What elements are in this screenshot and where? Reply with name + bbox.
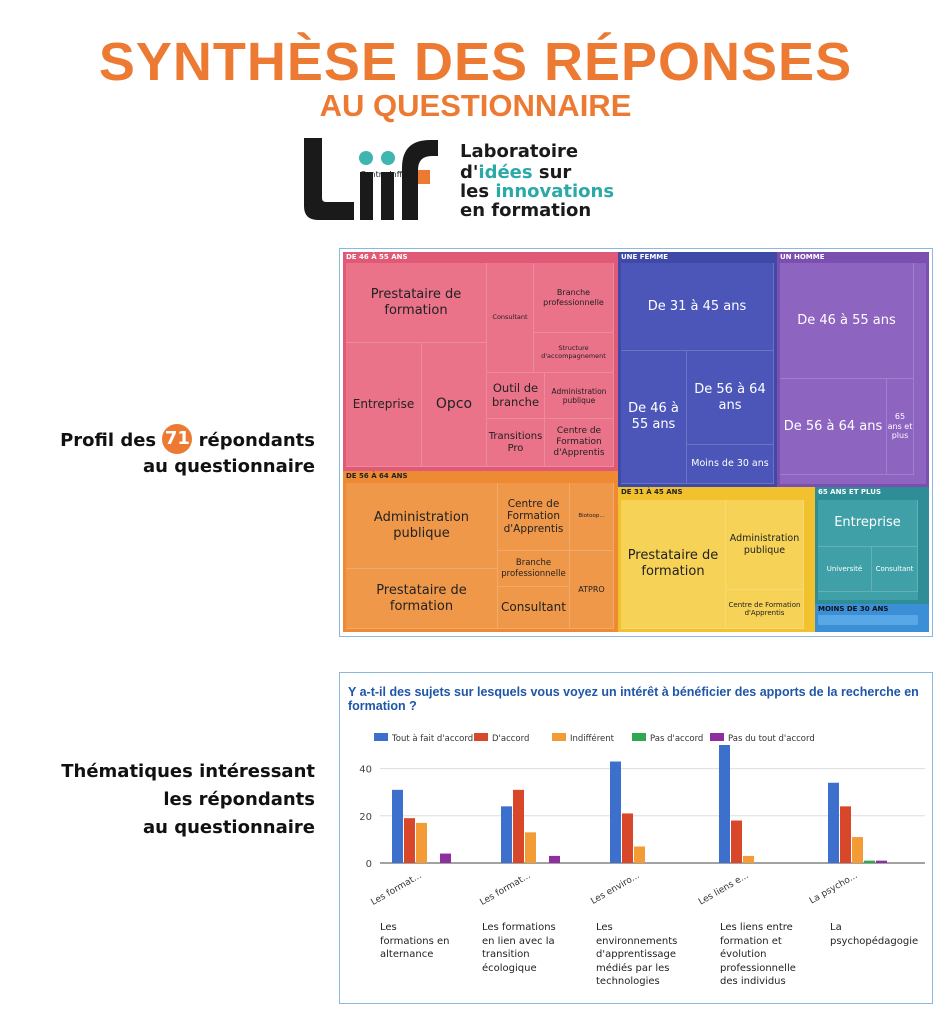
- legend-label: Pas d'accord: [650, 734, 704, 744]
- legend-swatch: [710, 733, 724, 741]
- treemap-cell-structure: Structure d'accompagnement: [534, 333, 614, 373]
- treemap-cell-cfa: Centre de Formation d'Apprentis: [498, 483, 570, 551]
- category-description-3: Les environnements d'apprentissage médiés par les technologies: [596, 922, 678, 987]
- bar: [876, 861, 887, 863]
- profile-label: Profil des 71 répondants au questionnaire: [20, 428, 315, 480]
- logo-text-line1: Laboratoire: [460, 141, 579, 162]
- category-description-5: La psychopédagogie: [830, 922, 919, 947]
- treemap-cell-entreprise: Entreprise: [818, 500, 918, 547]
- bar: [622, 813, 633, 863]
- y-tick-label: 0: [365, 859, 372, 870]
- bar: [416, 823, 427, 863]
- bar: [392, 790, 403, 863]
- bar: [852, 837, 863, 863]
- bar: [501, 806, 512, 863]
- x-tick-label: Les enviro...: [589, 870, 642, 907]
- treemap-cell-cfa: Centre de Formation d'Apprentis: [545, 419, 614, 467]
- treemap-cell-consultant: Consultant: [872, 547, 918, 592]
- treemap-cell-femme-46-55: De 46 à 55 ans: [621, 351, 687, 484]
- treemap-cell-consultant: Consultant: [498, 587, 570, 629]
- liif-logo-icon: [300, 138, 438, 220]
- bar: [719, 745, 730, 863]
- treemap-cell-branche: Branche professionnelle: [534, 263, 614, 333]
- treemap-group-56-64: DE 56 À 64 ANS: [343, 471, 618, 632]
- legend-swatch: [374, 733, 388, 741]
- treemap-cell-transitions: Transitions Pro: [487, 419, 545, 467]
- bar: [404, 818, 415, 863]
- category-description-4: Les liens entre formation et évolution professionnelle des individus: [720, 922, 796, 987]
- bar-chart-svg: [340, 713, 932, 953]
- treemap-cell-prestataire: Prestataire de formation: [621, 500, 726, 629]
- logo-text-line3: les innovations: [460, 181, 615, 202]
- category-description-1: Les formations en alternance: [380, 922, 450, 960]
- treemap-cell-homme-56-64: De 56 à 64 ans: [780, 379, 887, 475]
- chart-title: Y a-t-il des sujets sur lesquels vous voyez un intérêt à bénéficier des apports de la recherche en formation ?: [348, 685, 919, 713]
- treemap-cell-homme-65: 65 ans et plus: [887, 379, 914, 475]
- x-tick-label: Les format...: [478, 870, 533, 908]
- logo-text-line4: en formation: [460, 200, 592, 221]
- treemap-group-moins30: MOINS DE 30 ANS: [815, 604, 929, 632]
- treemap-cell-consultant: Consultant: [487, 263, 534, 373]
- x-tick-label: Les liens e...: [697, 870, 751, 908]
- bar: [731, 821, 742, 863]
- treemap-cell-femme-moins30: Moins de 30 ans: [687, 445, 774, 484]
- legend-label: D'accord: [492, 734, 530, 744]
- treemap-group-homme: UN HOMME: [777, 252, 929, 487]
- page-subtitle: AU QUESTIONNAIRE: [319, 88, 632, 123]
- y-tick-label: 20: [359, 811, 372, 823]
- logo-mark-text: Centre Inffo: [360, 170, 408, 179]
- treemap-cell-entreprise: Entreprise: [346, 343, 422, 467]
- legend-label: Tout à fait d'accord: [392, 734, 474, 744]
- bar: [864, 861, 875, 863]
- themes-label: Thématiques intéressant les répondants au questionnaire: [61, 761, 315, 838]
- category-description-2: Les formations en lien avec la transition écologique: [482, 922, 556, 974]
- research-interest-chart: [339, 672, 933, 1004]
- x-tick-label: La psycho...: [807, 870, 860, 907]
- bar: [549, 856, 560, 863]
- legend-label: Indifférent: [570, 734, 614, 744]
- treemap-cell-universite: Université: [818, 547, 872, 592]
- treemap-cell-administration: Administration publique: [726, 500, 804, 590]
- treemap-cell-prestataire: Prestataire de formation: [346, 569, 498, 629]
- treemap-cell-femme-31-45: De 31 à 45 ans: [621, 263, 774, 351]
- treemap-cell-prestataire: Prestataire de formation: [346, 263, 487, 343]
- x-tick-label: Les format...: [369, 870, 424, 908]
- treemap-cell-biotoop: Biotoop...: [570, 483, 614, 551]
- legend-label: Pas du tout d'accord: [728, 734, 815, 744]
- bar: [525, 832, 536, 863]
- legend-swatch: [632, 733, 646, 741]
- treemap-group-31-45: DE 31 À 45 ANS: [618, 487, 815, 632]
- treemap-cell-administration: Administration publique: [346, 483, 498, 569]
- bar: [743, 856, 754, 863]
- treemap-cell-atpro: ATPRO: [570, 551, 614, 629]
- treemap-group-65plus: 65 ANS ET PLUS: [815, 487, 929, 604]
- bar: [828, 783, 839, 863]
- treemap-cell-outil: Outil de branche: [487, 373, 545, 419]
- legend-swatch: [474, 733, 488, 741]
- treemap-cell-cfa: Centre de Formation d'Apprentis: [726, 590, 804, 629]
- page-title: SYNTHÈSE DES RÉPONSES: [98, 32, 853, 92]
- bar: [634, 846, 645, 863]
- logo-text-line2: d'idées sur: [460, 162, 572, 183]
- y-tick-label: 40: [359, 764, 372, 776]
- treemap-cell-administration: Administration publique: [545, 373, 614, 419]
- respondent-count-badge: 71: [162, 424, 192, 454]
- treemap-group-femme: UNE FEMME: [618, 252, 777, 487]
- bar: [610, 762, 621, 863]
- bar: [840, 806, 851, 863]
- legend-swatch: [552, 733, 566, 741]
- treemap-cell-homme-46-55: De 46 à 55 ans: [780, 263, 914, 379]
- respondent-profile-treemap: [339, 248, 933, 637]
- treemap-cell-femme-56-64: De 56 à 64 ans: [687, 351, 774, 445]
- treemap-cell-branche: Branche professionnelle: [498, 551, 570, 587]
- treemap-group-46-55: DE 46 À 55 ANS: [343, 252, 618, 471]
- bar: [513, 790, 524, 863]
- treemap-cell-opco: Opco: [422, 343, 487, 467]
- bar: [440, 854, 451, 863]
